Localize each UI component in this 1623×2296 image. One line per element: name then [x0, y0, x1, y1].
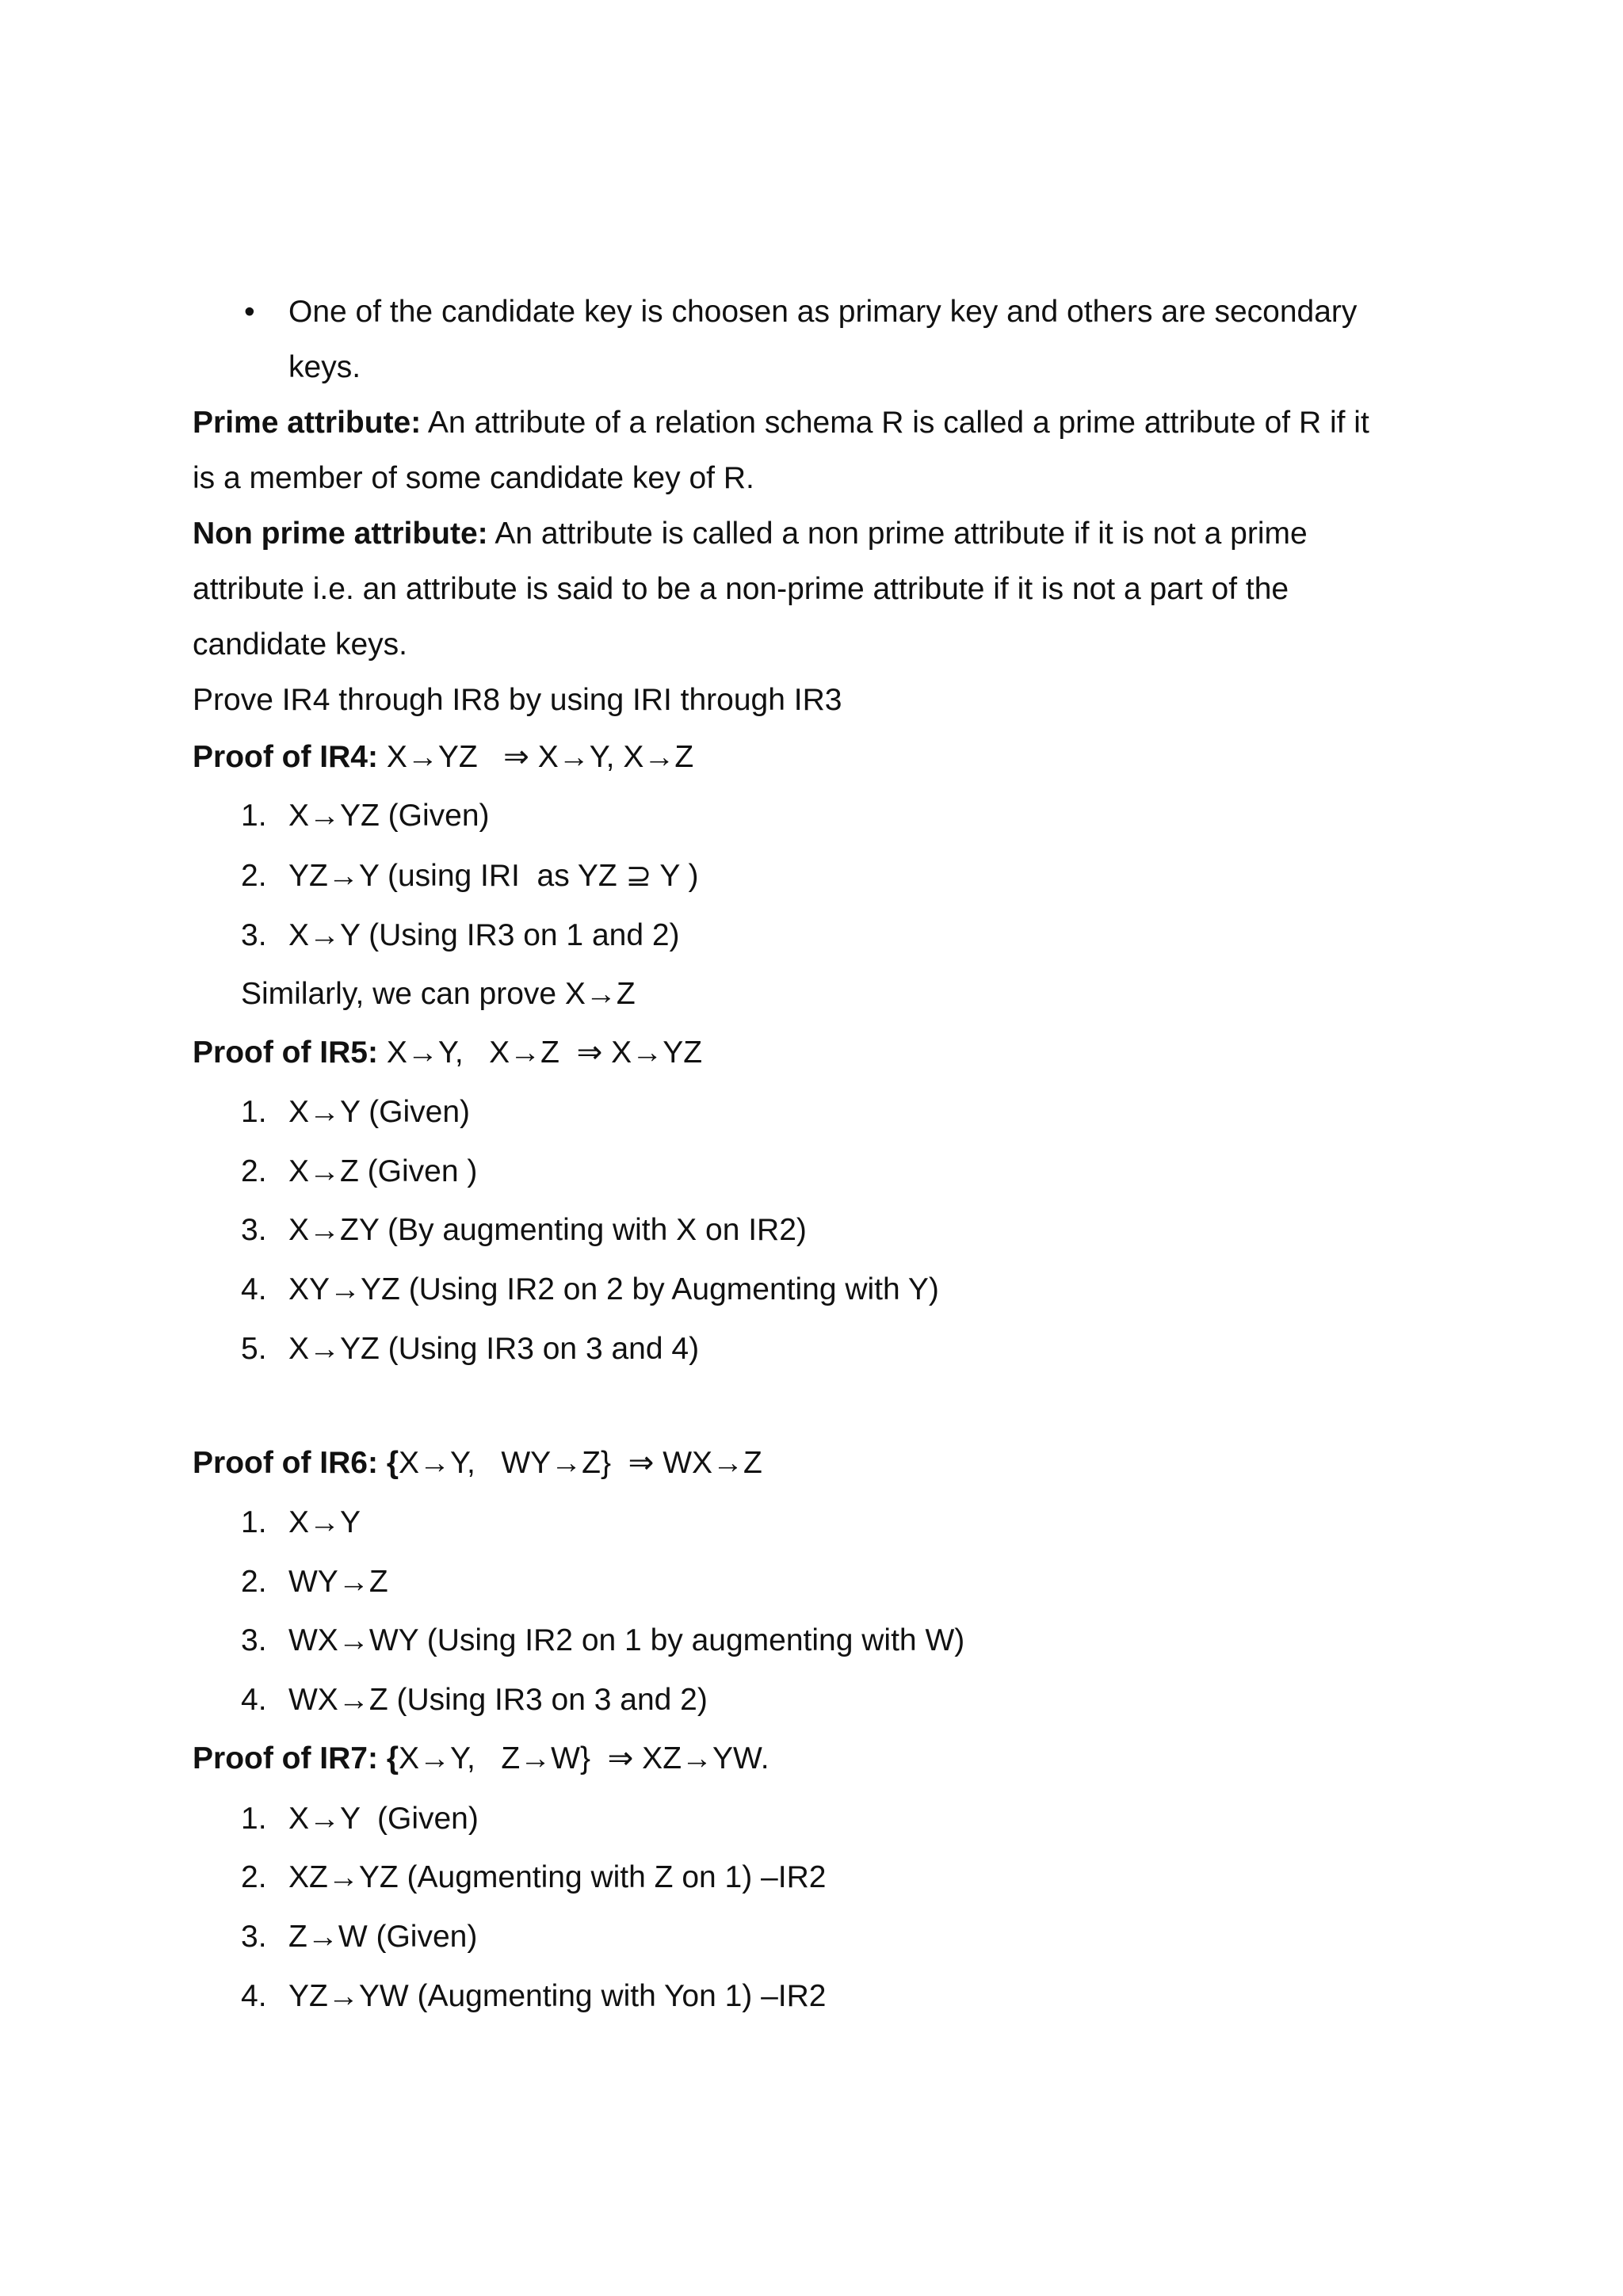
ir4-similarly: Similarly, we can prove X→Z: [241, 977, 636, 1011]
ir5-step: [241, 1271, 1623, 1309]
prime-attribute-paragraph-line-1: [193, 404, 1623, 442]
step-number: 3.: [241, 1623, 267, 1657]
ir7-label: Proof of IR7: {: [193, 1741, 399, 1775]
step-text: WY→Z: [288, 1565, 388, 1599]
ir4-step: [241, 797, 1623, 835]
step-text: WX→WY (Using IR2 on 1 by augmenting with W): [288, 1623, 965, 1657]
ir4-step: [241, 917, 1623, 955]
step-text: X→Y (Given): [288, 1802, 479, 1836]
nonprime-attribute-paragraph-line-1: [193, 515, 1623, 553]
step-number: 1.: [241, 1505, 267, 1539]
ir6-heading: [193, 1444, 1623, 1482]
step-number: 3.: [241, 918, 267, 952]
step-number: 3.: [241, 1920, 267, 1954]
ir6-label: Proof of IR6: {: [193, 1446, 399, 1480]
step-text: X→YZ (Using IR3 on 3 and 4): [288, 1332, 700, 1366]
ir7-step: [241, 1800, 1623, 1838]
ir6-step: [241, 1563, 1623, 1601]
step-text: X→Y (Given): [288, 1095, 471, 1129]
ir7-step: [241, 1978, 1623, 2016]
ir7-heading: [193, 1740, 1623, 1778]
step-number: 2.: [241, 859, 267, 893]
step-text: XZ→YZ (Augmenting with Z on 1) –IR2: [288, 1860, 827, 1894]
prime-attribute-text: An attribute of a relation schema R is called a prime attribute of R if it: [421, 406, 1369, 440]
step-number: 2.: [241, 1154, 267, 1188]
ir6-statement: X→Y, WY→Z} ⇒ WX→Z: [399, 1446, 762, 1480]
step-number: 1.: [241, 1802, 267, 1836]
step-text: X→ZY (By augmenting with X on IR2): [288, 1213, 807, 1247]
ir5-step: [241, 1153, 1623, 1191]
step-text: XY→YZ (Using IR2 on 2 by Augmenting with Y): [288, 1272, 939, 1306]
nonprime-attribute-label: Non prime attribute:: [193, 517, 488, 551]
ir7-step: [241, 1918, 1623, 1956]
step-number: 2.: [241, 1860, 267, 1894]
ir5-statement: X→Y, X→Z ⇒ X→YZ: [377, 1035, 703, 1070]
step-number: 5.: [241, 1332, 267, 1366]
ir6-step: [241, 1622, 1623, 1660]
ir5-label: Proof of IR5:: [193, 1035, 378, 1070]
step-text: Z→W (Given): [288, 1920, 478, 1954]
bullet-point: •: [244, 295, 255, 329]
ir5-step: [241, 1211, 1623, 1249]
prime-attribute-label: Prime attribute:: [193, 406, 422, 440]
step-text: X→Y (Using IR3 on 1 and 2): [288, 918, 680, 952]
ir5-step: [241, 1330, 1623, 1368]
ir6-step: [241, 1681, 1623, 1719]
ir6-step: [241, 1504, 1623, 1542]
nonprime-attribute-text: An attribute is called a non prime attribute if it is not a prime: [487, 517, 1308, 551]
step-number: 2.: [241, 1565, 267, 1599]
step-text: YZ→Y (using IRI as YZ ⊇ Y ): [288, 859, 699, 893]
ir4-heading: [193, 738, 1623, 776]
step-text: X→Y: [288, 1505, 361, 1539]
step-text: X→Z (Given ): [288, 1154, 478, 1188]
prime-attribute-paragraph-line-2: is a member of some candidate key of R.: [193, 461, 754, 495]
step-number: 1.: [241, 799, 267, 833]
nonprime-attribute-paragraph-line-3: candidate keys.: [193, 627, 408, 662]
step-number: 1.: [241, 1095, 267, 1129]
step-text: WX→Z (Using IR3 on 3 and 2): [288, 1683, 708, 1717]
nonprime-attribute-paragraph-line-2: attribute i.e. an attribute is said to be a non-prime attribute if it is not a part of the: [193, 572, 1289, 606]
bullet-text-line-2: keys.: [288, 350, 361, 384]
step-text: YZ→YW (Augmenting with Yon 1) –IR2: [288, 1979, 827, 2013]
prove-instruction: Prove IR4 through IR8 by using IRI through IR3: [193, 683, 842, 717]
ir5-heading: [193, 1034, 1623, 1072]
step-text: X→YZ (Given): [288, 799, 490, 833]
ir4-step: [241, 857, 1623, 895]
ir7-step: [241, 1859, 1623, 1897]
ir4-label: Proof of IR4:: [193, 740, 378, 774]
step-number: 3.: [241, 1213, 267, 1247]
step-number: 4.: [241, 1272, 267, 1306]
ir7-statement: X→Y, Z→W} ⇒ XZ→YW.: [399, 1741, 769, 1775]
ir5-step: [241, 1093, 1623, 1131]
step-number: 4.: [241, 1683, 267, 1717]
step-number: 4.: [241, 1979, 267, 2013]
ir4-statement: X→YZ ⇒ X→Y, X→Z: [377, 740, 694, 774]
bullet-text-line-1: One of the candidate key is choosen as primary key and others are secondary: [288, 295, 1358, 329]
